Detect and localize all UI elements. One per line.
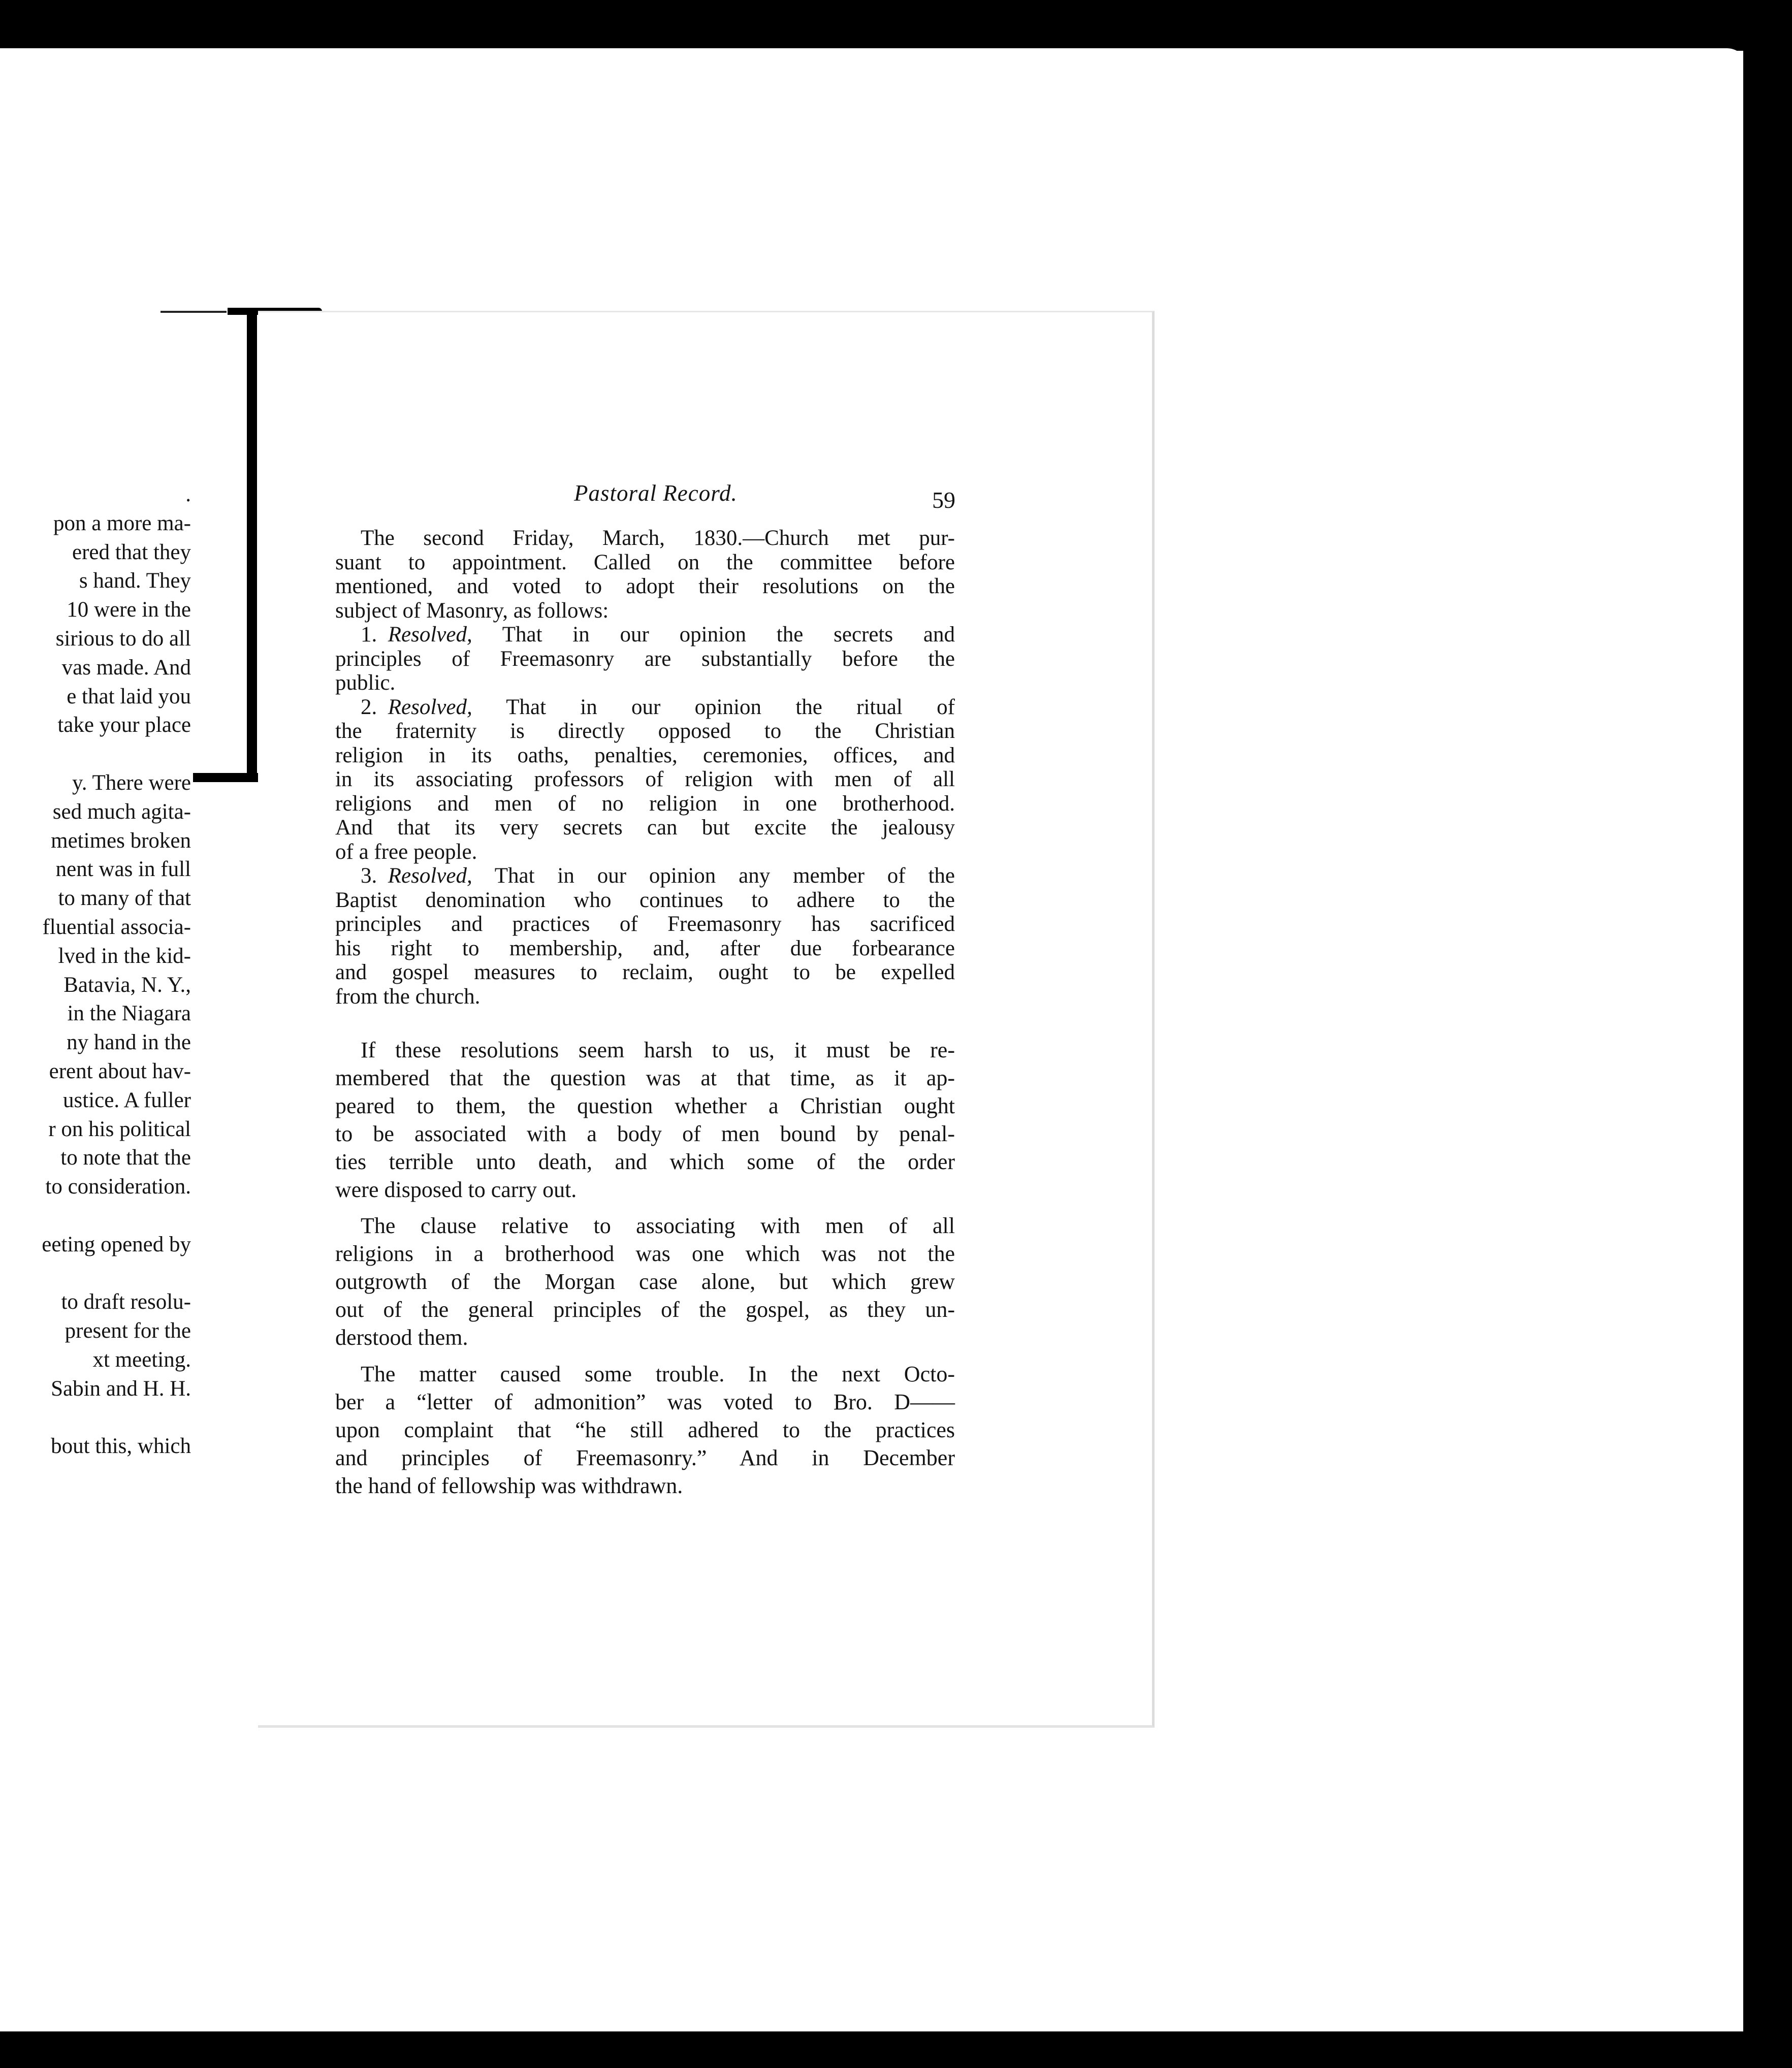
left-page-line: erent about hav- bbox=[49, 1059, 191, 1083]
text-line: The second Friday, March, 1830.—Church met pur- bbox=[361, 526, 955, 550]
left-page-line: to consideration. bbox=[45, 1175, 191, 1199]
text-line bbox=[335, 623, 955, 647]
left-page-line: Batavia, N. Y., bbox=[63, 973, 191, 997]
text-line: ties terrible unto death, and which some of the order bbox=[335, 1149, 955, 1174]
text-line: from the church. bbox=[335, 984, 481, 1009]
left-page-line: xt meeting. bbox=[92, 1348, 191, 1372]
resolution-number: 3. bbox=[361, 864, 377, 888]
text-line: Baptist denomination who continues to adhere to the bbox=[335, 888, 955, 912]
text-line bbox=[335, 864, 955, 888]
left-page-line: take your place bbox=[57, 713, 191, 737]
book-spine bbox=[247, 311, 257, 778]
resolution-lead: Resolved, bbox=[388, 623, 472, 647]
text-line: the hand of fellowship was withdrawn. bbox=[335, 1473, 683, 1498]
resolution-lead: Resolved, bbox=[388, 864, 472, 888]
text-line: peared to them, the question whether a Christian ought bbox=[335, 1093, 955, 1118]
resolution-text: That in our opinion the ritual of bbox=[506, 695, 955, 719]
left-page-line: ustice. A fuller bbox=[63, 1088, 191, 1112]
left-page-line: in the Niagara bbox=[67, 1001, 191, 1026]
scan-border-right bbox=[1743, 0, 1792, 2068]
resolution-text: That in our opinion any member of the bbox=[494, 864, 955, 888]
text-line: to be associated with a body of men bound by penal- bbox=[335, 1121, 955, 1146]
resolution-number: 1. bbox=[361, 623, 377, 647]
text-line: derstood them. bbox=[335, 1325, 468, 1350]
left-page-line: pon a more ma- bbox=[53, 511, 191, 535]
text-line: mentioned, and voted to adopt their resolutions on the bbox=[335, 574, 955, 598]
paragraph-2 bbox=[335, 1212, 955, 1351]
left-page-line: lved in the kid- bbox=[58, 944, 191, 968]
spine-mark bbox=[161, 311, 227, 313]
text-line: subject of Masonry, as follows: bbox=[335, 598, 609, 623]
left-page-line: vas made. And bbox=[61, 655, 191, 680]
left-page-line: sirious to do all bbox=[55, 627, 191, 651]
left-page-line: nent was in full bbox=[55, 857, 191, 882]
scan-border-top bbox=[0, 0, 1792, 51]
right-page bbox=[258, 311, 1155, 1728]
left-page-line: . bbox=[185, 482, 191, 506]
page-number: 59 bbox=[932, 487, 955, 513]
left-page-line: ny hand in the bbox=[67, 1030, 191, 1055]
text-line: The clause relative to associating with men of all bbox=[361, 1213, 955, 1238]
text-line: The matter caused some trouble. In the next Octo- bbox=[361, 1362, 955, 1386]
paragraph-3 bbox=[335, 1360, 955, 1500]
text-line: outgrowth of the Morgan case alone, but which grew bbox=[335, 1269, 955, 1294]
text-line: religions in a brotherhood was one which was not the bbox=[335, 1241, 955, 1266]
paragraph-1 bbox=[335, 1036, 955, 1204]
left-page-line: ered that they bbox=[72, 540, 191, 564]
left-page-line: to draft resolu- bbox=[61, 1290, 191, 1314]
text-line: of a free people. bbox=[335, 839, 477, 864]
text-line: public. bbox=[335, 671, 396, 695]
text-line bbox=[335, 695, 955, 720]
text-line: principles and practices of Freemasonry has sacrificed bbox=[335, 912, 955, 936]
left-page-line: sed much agita- bbox=[52, 799, 191, 824]
left-page-line: Sabin and H. H. bbox=[51, 1376, 191, 1401]
text-line: out of the general principles of the gospel, as they un- bbox=[335, 1297, 955, 1322]
text-line: And that its very secrets can but excite the jealousy bbox=[335, 816, 955, 839]
running-head: Pastoral Record. bbox=[574, 480, 738, 506]
text-line: religions and men of no religion in one brotherhood. bbox=[335, 791, 955, 816]
text-line: and gospel measures to reclaim, ought to be expelled bbox=[335, 960, 955, 984]
left-page-line: e that laid you bbox=[67, 684, 191, 708]
left-page bbox=[0, 315, 244, 1459]
text-line: the fraternity is directly opposed to the Christian bbox=[335, 719, 955, 743]
text-line: suant to appointment. Called on the committee before bbox=[335, 550, 955, 574]
text-line: If these resolutions seem harsh to us, it must be re- bbox=[361, 1038, 955, 1062]
left-page-line: fluential associa- bbox=[42, 915, 191, 939]
left-page-line: present for the bbox=[65, 1319, 191, 1343]
scan-border-curve bbox=[0, 48, 1747, 69]
left-page-line: metimes broken bbox=[51, 828, 191, 853]
resolutions-block bbox=[335, 526, 955, 1009]
text-line: were disposed to carry out. bbox=[335, 1177, 577, 1202]
left-page-line: to many of that bbox=[58, 886, 191, 911]
resolution-lead: Resolved, bbox=[388, 695, 472, 719]
left-page-line: y. There were bbox=[72, 771, 191, 795]
text-line: and principles of Freemasonry.” And in December bbox=[335, 1445, 955, 1470]
left-page-line: 10 were in the bbox=[67, 598, 191, 622]
left-page-line: to note that the bbox=[60, 1146, 191, 1170]
left-page-line: s hand. They bbox=[79, 569, 191, 593]
left-page-line: bout this, which bbox=[51, 1434, 191, 1459]
left-page-line: eeting opened by bbox=[42, 1232, 191, 1256]
resolution-number: 2. bbox=[361, 695, 377, 719]
scan-border-bottom bbox=[0, 2031, 1792, 2068]
text-line: his right to membership, and, after due forbearance bbox=[335, 936, 955, 960]
text-line: religion in its oaths, penalties, ceremonies, offices, and bbox=[335, 743, 955, 767]
text-line: membered that the question was at that time, as it ap- bbox=[335, 1065, 955, 1090]
resolution-text: That in our opinion the secrets and bbox=[502, 623, 955, 647]
text-line: ber a “letter of admonition” was voted to Bro. D—— bbox=[335, 1390, 955, 1414]
text-line: upon complaint that “he still adhered to the practices bbox=[335, 1417, 955, 1442]
text-line: principles of Freemasonry are substantially before the bbox=[335, 647, 955, 671]
left-page-line: r on his political bbox=[48, 1117, 191, 1141]
text-line: in its associating professors of religion with men of all bbox=[335, 767, 955, 791]
